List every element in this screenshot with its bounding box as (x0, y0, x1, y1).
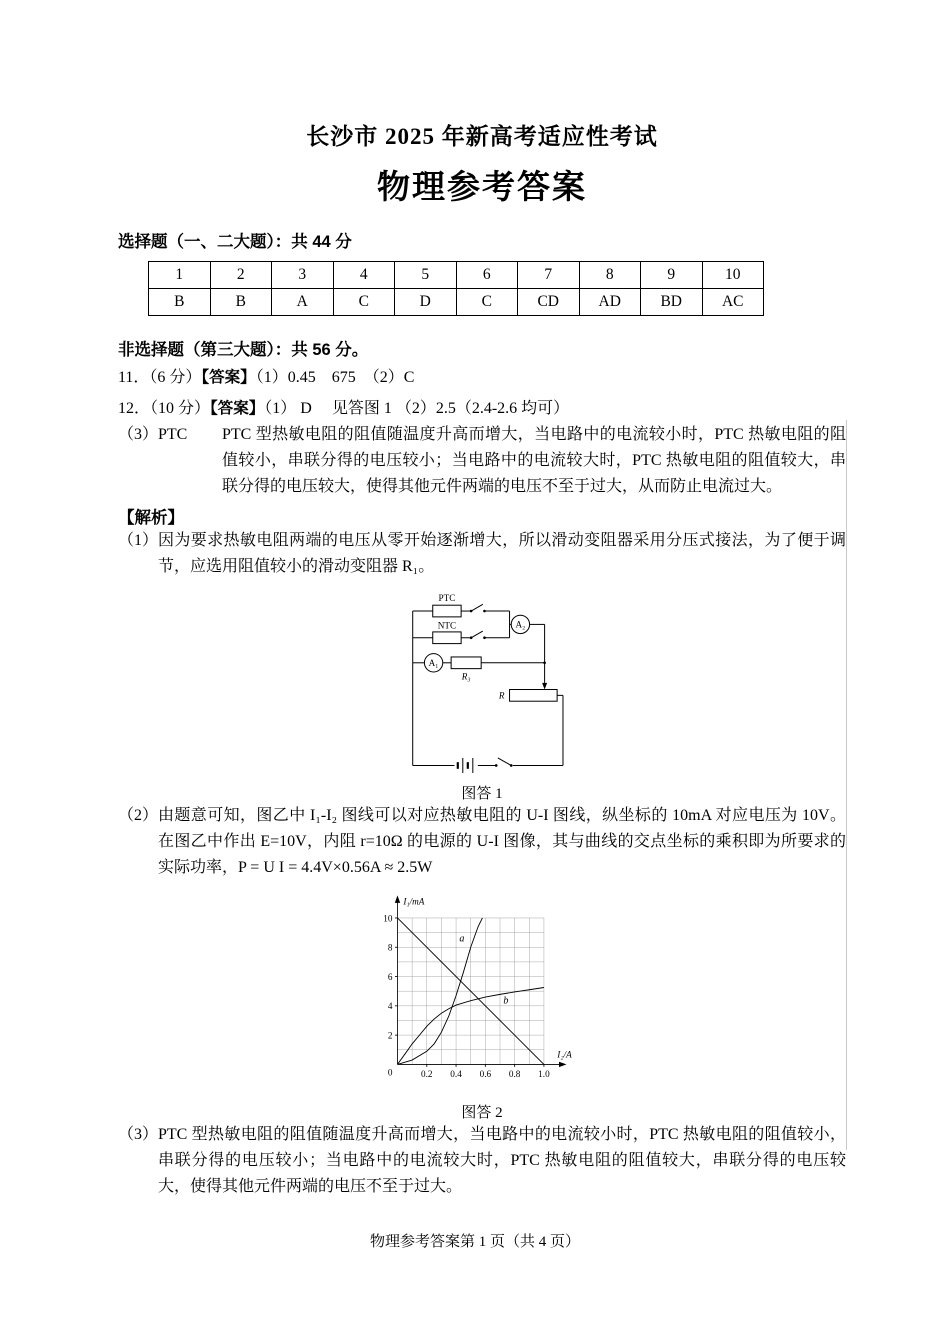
question-number-cell: 6 (456, 262, 518, 289)
svg-text:0.4: 0.4 (450, 1069, 462, 1080)
analysis-part1 (118, 528, 846, 580)
answer-table-body (149, 262, 764, 316)
q11-answer-text: （1）0.45 675 （2）C (255, 369, 415, 386)
fig1-caption: 图答 1 (461, 786, 503, 803)
svg-text:I₁/mA: I₁/mA (403, 896, 425, 907)
question-number-cell: 2 (210, 262, 272, 289)
answer-cell: B (210, 289, 272, 316)
svg-text:a: a (459, 933, 465, 945)
r3-resistor (451, 657, 481, 669)
choice-section-heading: 选择题（一、二大题）：共 44 分 (118, 233, 352, 251)
svg-text:6: 6 (387, 972, 393, 983)
ptc-switch (471, 604, 483, 611)
question-number-cell: 7 (518, 262, 580, 289)
q11-answer-line (118, 365, 846, 391)
rheostat-r (510, 690, 558, 702)
question-number-cell: 1 (149, 262, 211, 289)
analysis-part3-label: （3） (118, 1125, 159, 1143)
ptc-resistor (433, 605, 461, 617)
q12-part3-answer (118, 422, 846, 500)
answer-cell: D (395, 289, 457, 316)
svg-text:2: 2 (387, 1030, 393, 1041)
answer-cell: C (456, 289, 518, 316)
answer-table (148, 261, 764, 316)
answer-cell: C (333, 289, 395, 316)
answer-cell: CD (518, 289, 580, 316)
answer-cell: BD (641, 289, 703, 316)
answer-cell: AC (702, 289, 764, 316)
question-number-cell: 9 (641, 262, 703, 289)
question-number-cell: 4 (333, 262, 395, 289)
q11-answer-label: 【答案】 (201, 369, 256, 386)
analysis-part3 (118, 1122, 846, 1200)
question-number-cell: 10 (702, 262, 764, 289)
r-label: R (498, 690, 505, 701)
svg-text:I₂/A: I₂/A (557, 1050, 572, 1061)
analysis-part3-text: PTC 型热敏电阻的阻值随温度升高而增大，当电路中的电流较小时，PTC 热敏电阻的阻值较小，串联分得的电压较小；当电路中的电流较大时，PTC 热敏电阻的阻值较大，串联分得的电压较大，使得其他元件两端的电压不至于过大。 (158, 1125, 846, 1195)
q12-answer-text: （1） D 见答图 1 （2）2.5（2.4-2.6 均可） (264, 400, 570, 417)
free-response-heading: 非选择题（第三大题）：共 56 分。 (118, 341, 369, 359)
page-footer: 物理参考答案第 1 页（共 4 页） (369, 1234, 580, 1250)
answer-cell: A (272, 289, 334, 316)
answer-cell: AD (579, 289, 641, 316)
ntc-label: NTC (437, 620, 457, 631)
q11-prefix: 11．（6 分） (118, 369, 202, 386)
answer-row (149, 289, 764, 316)
question-number-row (149, 262, 764, 289)
svg-text:8: 8 (387, 942, 393, 953)
question-number-cell: 3 (272, 262, 334, 289)
analysis-part2-label: （2） (118, 807, 159, 825)
doc-subtitle: 物理参考答案 (377, 170, 587, 206)
ntc-switch (471, 631, 483, 638)
svg-text:b: b (503, 995, 509, 1007)
fig2-plot (364, 887, 600, 1095)
fig2 (364, 887, 600, 1122)
main-switch (498, 758, 511, 766)
doc-title: 长沙市 2025 年新高考适应性考试 (306, 124, 658, 149)
fig2-caption: 图答 2 (461, 1104, 503, 1121)
analysis-part1-label: （1） (118, 532, 159, 549)
a2-label: A₂ (515, 619, 526, 630)
analysis-heading: 【解析】 (118, 509, 184, 527)
q12-answer-line (118, 396, 846, 422)
q12-part3-text: PTC 型热敏电阻的阻值随温度升高而增大，当电路中的电流较小时，PTC 热敏电阻的阻值较小，串联分得的电压较小；当电路中的电流较大时，PTC 热敏电阻的阻值较大，串联分得的电压较大，使得其他元件两端的电压不至于过大，从而防止电流过大。 (222, 426, 846, 495)
svg-text:0.8: 0.8 (508, 1069, 521, 1080)
answer-cell: B (149, 289, 211, 316)
q12-prefix: 12．（10 分） (118, 400, 211, 417)
ntc-resistor (433, 632, 461, 644)
fig1-circuit-diagram (386, 586, 578, 776)
svg-text:0: 0 (387, 1067, 393, 1078)
q12-part3-label: （3）PTC (118, 426, 188, 443)
slider-arrow (542, 683, 547, 690)
a1-label: A₁ (428, 658, 439, 669)
q12-answer-label: 【答案】 (210, 400, 265, 417)
svg-text:4: 4 (387, 1001, 393, 1012)
svg-text:0.2: 0.2 (421, 1069, 433, 1080)
analysis-part2 (118, 803, 846, 881)
svg-text:0.6: 0.6 (479, 1069, 492, 1080)
svg-text:1.0: 1.0 (538, 1069, 550, 1080)
ptc-label: PTC (438, 593, 456, 604)
analysis-part1-text: 因为要求热敏电阻两端的电压从零开始逐渐增大，所以滑动变阻器采用分压式接法，为了便于调节，应选用阻值较小的滑动变阻器 R₁。 (158, 532, 846, 575)
question-number-cell: 8 (579, 262, 641, 289)
question-number-cell: 5 (395, 262, 457, 289)
svg-text:10: 10 (383, 913, 393, 924)
fig2-chart (364, 887, 600, 1100)
r3-label: R₃ (461, 671, 471, 682)
fig1 (386, 586, 578, 803)
page-margin-line (846, 420, 847, 1150)
analysis-part2-text: 由题意可知，图乙中 I₁-I₂ 图线可以对应热敏电阻的 U-I 图线，纵坐标的 10mA 对应电压为 10V。在图乙中作出 E=10V，内阻 r=10Ω 的电源的 U-I 图像，其与曲线的交点坐标的乘积即为所要求的实际功率，P = U I = 4.4V×0.56A ≈ 2.5W (158, 807, 846, 877)
